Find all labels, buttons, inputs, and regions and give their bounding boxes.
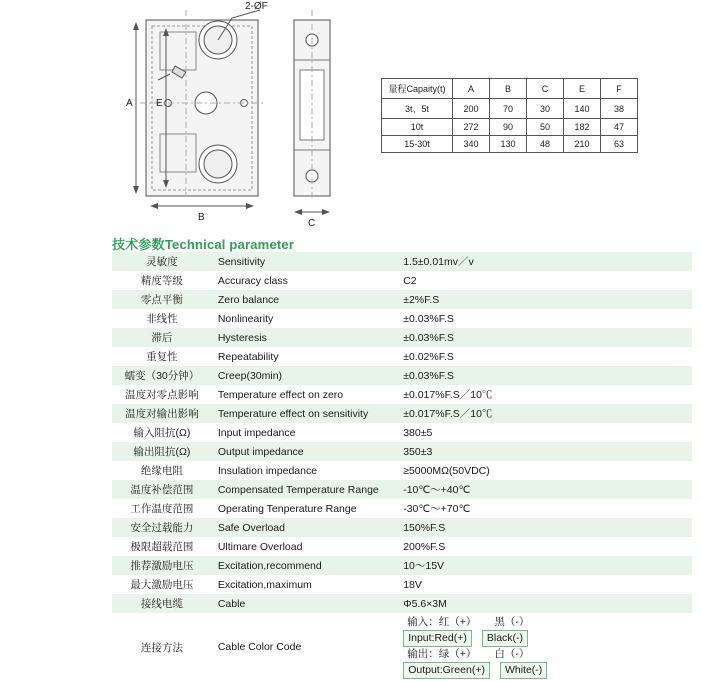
spec-value: ≥5000MΩ(50VDC) bbox=[397, 461, 692, 480]
spec-label-en: Output impedance bbox=[212, 442, 397, 461]
spec-label-cn: 温度对输出影响 bbox=[112, 404, 212, 423]
table-row bbox=[112, 499, 692, 518]
dim-header-f: F bbox=[601, 79, 638, 99]
spec-label-cn: 极限超载范围 bbox=[112, 537, 212, 556]
dim-cell-capacity: 10t bbox=[382, 119, 453, 136]
dimension-table bbox=[381, 78, 638, 153]
table-row bbox=[112, 480, 692, 499]
spec-label-cn: 最大激励电压 bbox=[112, 575, 212, 594]
spec-value: ±0.03%F.S bbox=[397, 328, 692, 347]
dim-cell-f: 63 bbox=[601, 136, 638, 153]
table-row bbox=[382, 136, 638, 153]
table-row bbox=[112, 404, 692, 423]
cable-line-left: Output:Green(+) bbox=[403, 662, 490, 679]
dim-cell-capacity: 15-30t bbox=[382, 136, 453, 153]
spec-value: ±2%F.S bbox=[397, 290, 692, 309]
cable-color-code bbox=[397, 613, 692, 681]
cable-line-left: 输入：红（+） bbox=[407, 616, 477, 628]
spec-label-en: Temperature effect on zero bbox=[212, 385, 397, 404]
spec-label-cn: 工作温度范围 bbox=[112, 499, 212, 518]
spec-value: -10℃～+40℃ bbox=[397, 480, 692, 499]
spec-value: ±0.03%F.S bbox=[397, 309, 692, 328]
spec-label-en: Insulation impedance bbox=[212, 461, 397, 480]
spec-label-cn: 重复性 bbox=[112, 347, 212, 366]
cable-line-left: 输出：绿（+） bbox=[407, 648, 477, 660]
dim-cell-c: 48 bbox=[527, 136, 564, 153]
spec-value: 150%F.S bbox=[397, 518, 692, 537]
drawing-label-c: C bbox=[308, 218, 316, 229]
spec-value: 10～15V bbox=[397, 556, 692, 575]
spec-value: ±0.02%F.S bbox=[397, 347, 692, 366]
spec-label-en: Ultimare Overload bbox=[212, 537, 397, 556]
spec-label-cn: 输出阻抗(Ω) bbox=[112, 442, 212, 461]
section-title-cn: 技术参数 bbox=[112, 237, 165, 252]
spec-label-cn: 灵敏度 bbox=[112, 252, 212, 271]
spec-label-cn: 精度等级 bbox=[112, 271, 212, 290]
spec-label-en: Nonlinearity bbox=[212, 309, 397, 328]
table-row bbox=[112, 556, 692, 575]
spec-label-cn: 推荐激励电压 bbox=[112, 556, 212, 575]
cable-line-left: Input:Red(+) bbox=[403, 630, 472, 647]
table-row bbox=[382, 119, 638, 136]
table-row bbox=[382, 99, 638, 119]
table-row bbox=[112, 309, 692, 328]
cable-color-line bbox=[403, 662, 686, 679]
table-row bbox=[112, 347, 692, 366]
section-title-en: Technical parameter bbox=[164, 237, 295, 252]
spec-label-cn: 非线性 bbox=[112, 309, 212, 328]
cable-line-right: 黑（-） bbox=[494, 616, 530, 628]
dim-header-capacity: 量程Capaity(t) bbox=[382, 79, 453, 99]
cable-line-right: Black(-) bbox=[482, 630, 528, 647]
drawing-label-e: E bbox=[156, 98, 163, 109]
drawing-hole-label: 2-ØF bbox=[245, 1, 268, 12]
table-row bbox=[112, 461, 692, 480]
dim-cell-e: 210 bbox=[564, 136, 601, 153]
page-title bbox=[112, 234, 294, 253]
spec-label-cn: 蠕变（30分钟） bbox=[112, 366, 212, 385]
dim-cell-c: 30 bbox=[527, 99, 564, 119]
spec-label-cn: 零点平衡 bbox=[112, 290, 212, 309]
table-row bbox=[112, 442, 692, 461]
dimension-table-header-row bbox=[382, 79, 638, 99]
spec-label-cn: 安全过载能力 bbox=[112, 518, 212, 537]
spec-label-en: Sensitivity bbox=[212, 252, 397, 271]
dim-cell-a: 200 bbox=[453, 99, 490, 119]
drawing-label-a: A bbox=[126, 98, 133, 109]
spec-label-en: Creep(30min) bbox=[212, 366, 397, 385]
spec-value: 380±5 bbox=[397, 423, 692, 442]
spec-label-en: Temperature effect on sensitivity bbox=[212, 404, 397, 423]
table-row bbox=[112, 328, 692, 347]
table-row bbox=[112, 366, 692, 385]
dim-cell-f: 47 bbox=[601, 119, 638, 136]
dim-cell-e: 182 bbox=[564, 119, 601, 136]
spec-label-en: Input impedance bbox=[212, 423, 397, 442]
table-row bbox=[112, 423, 692, 442]
table-row bbox=[112, 385, 692, 404]
dim-cell-a: 340 bbox=[453, 136, 490, 153]
spec-value: ±0.017%F.S／10℃ bbox=[397, 385, 692, 404]
cable-color-line bbox=[403, 647, 686, 662]
spec-value: -30℃～+70℃ bbox=[397, 499, 692, 518]
spec-label-en: Hysteresis bbox=[212, 328, 397, 347]
cable-line-right: 白（-） bbox=[494, 648, 530, 660]
dim-cell-b: 130 bbox=[490, 136, 527, 153]
table-row bbox=[112, 290, 692, 309]
technical-parameter-table bbox=[112, 252, 692, 681]
spec-value: 350±3 bbox=[397, 442, 692, 461]
spec-label-en: Compensated Temperature Range bbox=[212, 480, 397, 499]
spec-label-en: Excitation,recommend bbox=[212, 556, 397, 575]
spec-label-en: Safe Overload bbox=[212, 518, 397, 537]
table-row bbox=[112, 613, 692, 681]
spec-value: C2 bbox=[397, 271, 692, 290]
dim-cell-b: 70 bbox=[490, 99, 527, 119]
spec-value: 1.5±0.01mv／v bbox=[397, 252, 692, 271]
table-row bbox=[112, 594, 692, 613]
dim-header-c: C bbox=[527, 79, 564, 99]
spec-value: 18V bbox=[397, 575, 692, 594]
drawing-label-b: B bbox=[198, 212, 205, 223]
dim-cell-c: 50 bbox=[527, 119, 564, 136]
table-row bbox=[112, 537, 692, 556]
table-row bbox=[112, 575, 692, 594]
dim-cell-a: 272 bbox=[453, 119, 490, 136]
spec-label-cn: 接线电缆 bbox=[112, 594, 212, 613]
dim-cell-capacity: 3t、5t bbox=[382, 99, 453, 119]
spec-label-en: Repeatability bbox=[212, 347, 397, 366]
dim-header-b: B bbox=[490, 79, 527, 99]
spec-label-cn: 温度补偿范围 bbox=[112, 480, 212, 499]
dim-header-a: A bbox=[453, 79, 490, 99]
dim-cell-e: 140 bbox=[564, 99, 601, 119]
spec-label-en: Zero balance bbox=[212, 290, 397, 309]
spec-value: ±0.017%F.S／10℃ bbox=[397, 404, 692, 423]
dim-header-e: E bbox=[564, 79, 601, 99]
spec-value: ±0.03%F.S bbox=[397, 366, 692, 385]
spec-value: 200%F.S bbox=[397, 537, 692, 556]
spec-label-en: Accuracy class bbox=[212, 271, 397, 290]
spec-value: Φ5.6×3M bbox=[397, 594, 692, 613]
cable-label-cn: 连接方法 bbox=[112, 613, 212, 681]
cable-label-en: Cable Color Code bbox=[212, 613, 397, 681]
dim-cell-b: 90 bbox=[490, 119, 527, 136]
cable-color-line bbox=[403, 615, 686, 630]
table-row bbox=[112, 252, 692, 271]
spec-label-en: Operating Tenperature Range bbox=[212, 499, 397, 518]
spec-label-en: Cable bbox=[212, 594, 397, 613]
spec-label-cn: 滞后 bbox=[112, 328, 212, 347]
spec-label-en: Excitation,maximum bbox=[212, 575, 397, 594]
cable-line-right: White(-) bbox=[500, 662, 547, 679]
spec-label-cn: 绝缘电阻 bbox=[112, 461, 212, 480]
table-row bbox=[112, 518, 692, 537]
table-row bbox=[112, 271, 692, 290]
spec-label-cn: 温度对零点影响 bbox=[112, 385, 212, 404]
spec-label-cn: 输入阻抗(Ω) bbox=[112, 423, 212, 442]
dim-cell-f: 38 bbox=[601, 99, 638, 119]
